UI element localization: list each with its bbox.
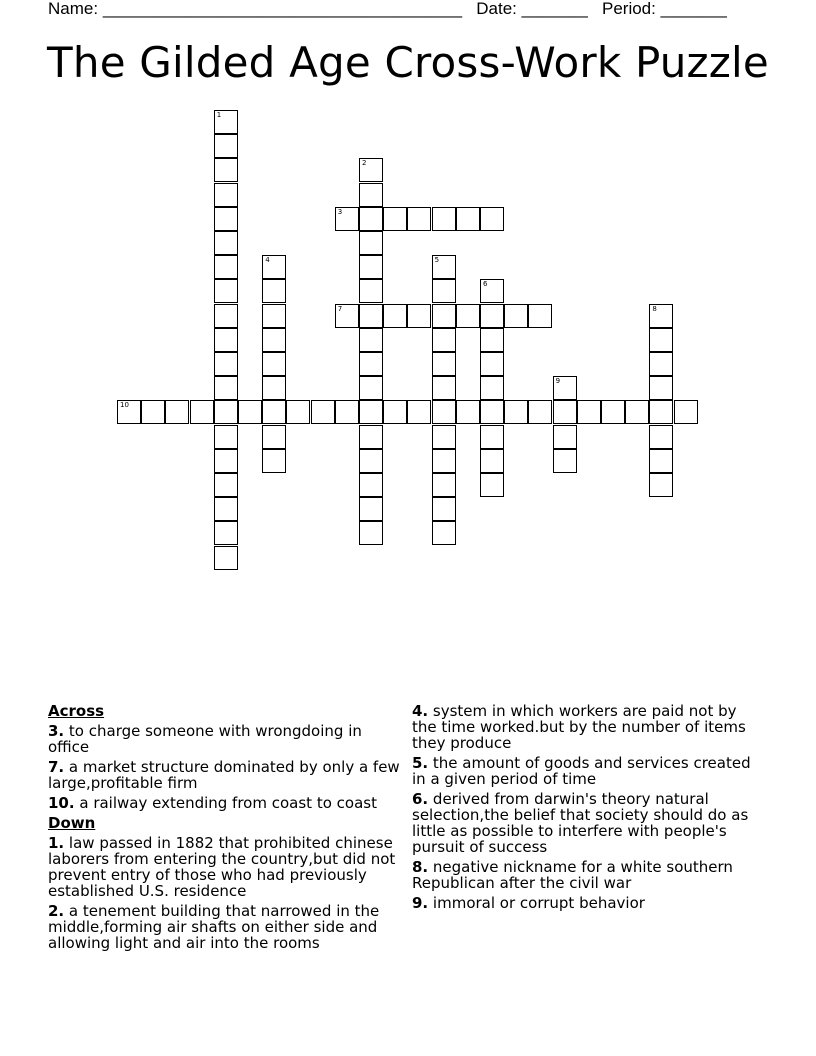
grid-cell[interactable] [480,473,504,497]
grid-cell[interactable] [480,376,504,400]
clue-number: 8. [412,858,429,876]
clue-number: 2. [48,902,65,920]
cell-number: 3 [337,207,343,216]
grid-cell[interactable] [528,400,552,424]
grid-cell[interactable] [214,546,238,570]
grid-cell[interactable] [432,497,456,521]
clue-text: to charge someone with wrongdoing in office [48,722,362,756]
grid-cell[interactable] [262,352,286,376]
grid-cell[interactable] [432,328,456,352]
grid-cell[interactable] [383,207,407,231]
grid-cell[interactable] [286,400,310,424]
grid-cell[interactable] [432,279,456,303]
clue-text: a tenement building that narrowed in the middle,forming air shafts on either side and allowing light and air into the rooms [48,902,380,952]
clue-across-3 [48,723,400,755]
grid-cell[interactable] [262,328,286,352]
grid-cell[interactable] [359,231,383,255]
grid-cell[interactable] [553,400,577,424]
clue-down-9 [412,895,758,911]
grid-cell[interactable] [214,207,238,231]
grid-cell[interactable] [262,449,286,473]
grid-cell[interactable] [649,328,673,352]
grid-cell[interactable] [214,134,238,158]
grid-cell[interactable] [649,425,673,449]
grid-cell[interactable] [262,304,286,328]
grid-cell[interactable] [456,400,480,424]
grid-cell[interactable] [165,400,189,424]
grid-cell[interactable] [625,400,649,424]
grid-cell[interactable] [262,376,286,400]
grid-cell[interactable] [214,304,238,328]
clue-text: immoral or corrupt behavior [432,894,645,912]
grid-cell[interactable] [432,304,456,328]
clue-down-8 [412,859,758,891]
grid-cell[interactable] [432,376,456,400]
grid-cell[interactable] [359,473,383,497]
grid-cell[interactable] [601,400,625,424]
grid-cell[interactable] [480,352,504,376]
clue-number: 1. [48,834,65,852]
clue-number: 6. [412,790,429,808]
period-label: Period: [602,0,656,18]
grid-cell[interactable] [359,304,383,328]
grid-cell[interactable] [553,376,577,400]
grid-cell[interactable] [553,449,577,473]
grid-cell[interactable] [214,352,238,376]
clue-number: 7. [48,758,65,776]
student-info-header [48,0,768,19]
grid-cell[interactable] [214,376,238,400]
grid-cell[interactable] [359,521,383,545]
grid-cell[interactable] [335,400,359,424]
clue-text: law passed in 1882 that prohibited chinese laborers from entering the country,but did not prevent entry of those who had previously established U.S. residence [48,834,396,900]
cell-number: 9 [555,377,561,386]
grid-cell[interactable] [407,304,431,328]
grid-cell[interactable] [214,400,238,424]
grid-cell[interactable] [359,255,383,279]
grid-cell[interactable] [214,328,238,352]
grid-cell[interactable] [359,400,383,424]
clue-number: 9. [412,894,429,912]
cell-number: 8 [652,304,657,313]
grid-cell[interactable] [383,304,407,328]
clue-across-10 [48,795,400,811]
grid-cell[interactable] [190,400,214,424]
grid-cell[interactable] [432,521,456,545]
grid-cell[interactable] [432,207,456,231]
grid-cell[interactable] [359,497,383,521]
grid-cell[interactable] [117,400,141,424]
grid-cell[interactable] [504,400,528,424]
grid-cell[interactable] [359,279,383,303]
grid-cell[interactable] [359,425,383,449]
clue-text: the amount of goods and services created in a given period of time [412,754,751,788]
down-heading: Down [48,814,96,832]
clue-text: a market structure dominated by only a few large,profitable firm [48,758,400,792]
grid-cell[interactable] [214,521,238,545]
grid-cell[interactable] [335,207,359,231]
grid-cell[interactable] [335,304,359,328]
grid-cell[interactable] [649,449,673,473]
grid-cell[interactable] [359,207,383,231]
grid-cell[interactable] [480,304,504,328]
cell-number: 5 [434,256,440,265]
grid-cell[interactable] [480,328,504,352]
grid-cell[interactable] [359,183,383,207]
grid-cell[interactable] [649,304,673,328]
date-blank[interactable]: _______ [521,0,588,18]
puzzle-title: The Gilded Age Cross-Work Puzzle [47,38,769,87]
clue-across-7 [48,759,400,791]
grid-cell[interactable] [359,328,383,352]
grid-cell[interactable] [456,207,480,231]
grid-cell[interactable] [649,376,673,400]
grid-cell[interactable] [649,352,673,376]
grid-cell[interactable] [238,400,262,424]
grid-cell[interactable] [383,400,407,424]
grid-cell[interactable] [141,400,165,424]
period-blank[interactable]: _______ [660,0,727,18]
name-label: Name: [48,0,99,18]
grid-cell[interactable] [214,473,238,497]
grid-cell[interactable] [214,110,238,134]
clue-down-5 [412,755,758,787]
grid-cell[interactable] [432,255,456,279]
cell-number: 6 [483,280,488,289]
grid-cell[interactable] [674,400,698,424]
clue-number: 10. [48,794,75,812]
grid-cell[interactable] [359,449,383,473]
grid-cell[interactable] [214,231,238,255]
grid-cell[interactable] [528,304,552,328]
clue-down-2 [48,903,400,951]
cell-number: 7 [337,304,343,313]
clues-right-column [412,703,758,915]
clue-text: a railway extending from coast to coast [79,794,377,812]
grid-cell[interactable] [432,473,456,497]
clue-down-4 [412,703,758,751]
grid-cell[interactable] [311,400,335,424]
clues-left-column [48,703,400,955]
clue-text: negative nickname for a white southern Republican after the civil war [412,858,733,892]
grid-cell[interactable] [407,400,431,424]
grid-cell[interactable] [480,449,504,473]
grid-cell[interactable] [553,425,577,449]
clue-down-1 [48,835,400,899]
grid-cell[interactable] [359,376,383,400]
grid-cell[interactable] [214,425,238,449]
grid-cell[interactable] [262,400,286,424]
grid-cell[interactable] [649,473,673,497]
grid-cell[interactable] [432,425,456,449]
grid-cell[interactable] [359,352,383,376]
grid-cell[interactable] [214,449,238,473]
cell-number: 10 [120,401,129,410]
clue-number: 4. [412,702,429,720]
name-blank[interactable]: ______________________________________ [102,0,463,18]
grid-cell[interactable] [214,497,238,521]
clue-number: 5. [412,754,429,772]
grid-cell[interactable] [577,400,601,424]
grid-cell[interactable] [432,352,456,376]
date-label: Date: [476,0,517,18]
grid-cell[interactable] [432,449,456,473]
grid-cell[interactable] [214,255,238,279]
grid-cell[interactable] [480,207,504,231]
clue-text: derived from darwin's theory natural selection,the belief that society should do as little as possible to interfere with people's pursuit of success [412,790,749,856]
grid-cell[interactable] [649,400,673,424]
grid-cell[interactable] [214,158,238,182]
grid-cell[interactable] [262,279,286,303]
clue-number: 3. [48,722,65,740]
cell-number: 2 [362,159,367,168]
grid-cell[interactable] [214,279,238,303]
grid-cell[interactable] [407,207,431,231]
grid-cell[interactable] [480,279,504,303]
grid-cell[interactable] [262,425,286,449]
cell-number: 1 [216,111,222,119]
grid-cell[interactable] [480,425,504,449]
grid-cell[interactable] [504,304,528,328]
grid-cell[interactable] [456,304,480,328]
grid-cell[interactable] [214,183,238,207]
clue-text: system in which workers are paid not by the time worked.but by the number of items they produce [412,702,746,752]
across-heading: Across [48,702,105,720]
clue-down-6 [412,791,758,855]
grid-cell[interactable] [262,255,286,279]
grid-cell[interactable] [359,158,383,182]
cell-number: 4 [265,256,270,265]
grid-cell[interactable] [432,400,456,424]
grid-cell[interactable] [480,400,504,424]
